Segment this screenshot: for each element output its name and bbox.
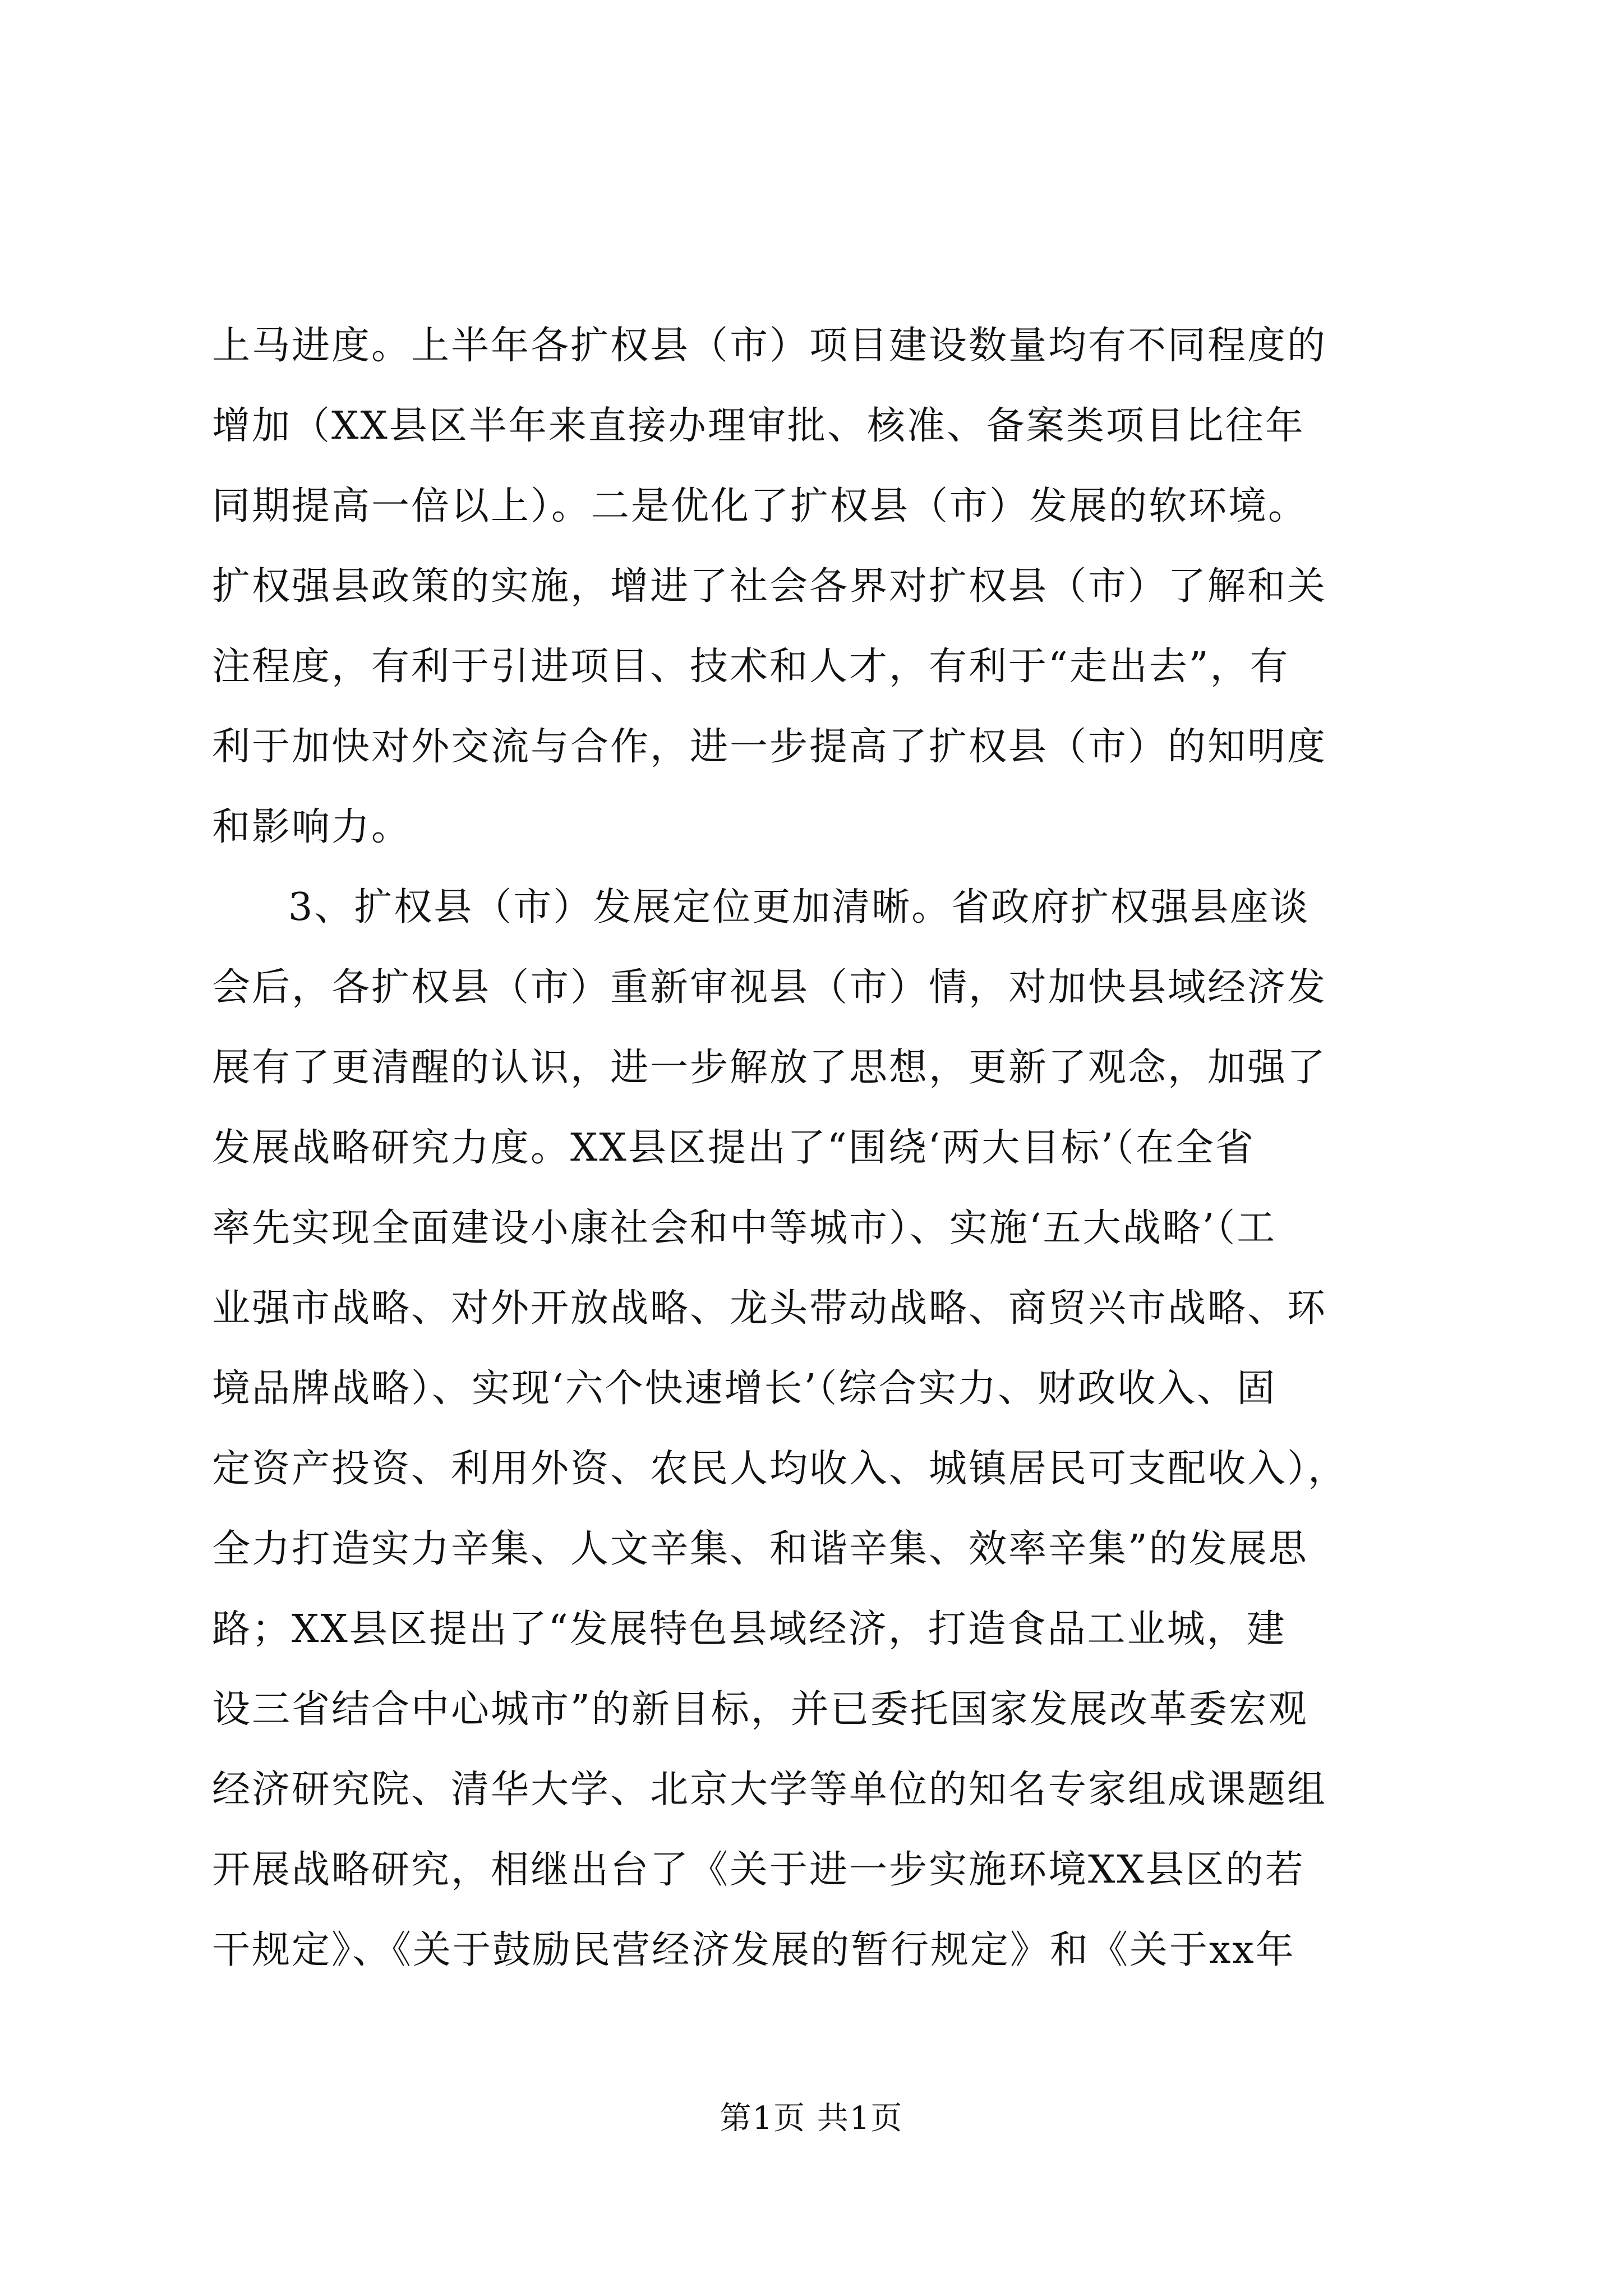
- body-text: [212, 306, 1429, 1990]
- text-line: 发展战略研究力度。XX县区提出了“围绕‘两大目标’（在全省: [212, 1126, 1255, 1170]
- text-line: 增加（XX县区半年来直接办理审批、核准、备案类项目比往年: [212, 404, 1305, 448]
- text-line: 同期提高一倍以上）。二是优化了扩权县（市）发展的软环境。: [212, 484, 1308, 528]
- text-line: 路；XX县区提出了“发展特色县域经济，打造食品工业城，建: [212, 1607, 1287, 1651]
- text-line: 干规定》、《关于鼓励民营经济发展的暂行规定》和《关于xx年: [212, 1928, 1295, 1972]
- text-line: 展有了更清醒的认识，进一步解放了思想，更新了观念，加强了: [212, 1046, 1327, 1090]
- text-line: 境品牌战略）、实现‘六个快速增长’（综合实力、财政收入、固: [212, 1366, 1277, 1411]
- text-line: 会后，各扩权县（市）重新审视县（市）情，对加快县域经济发: [212, 965, 1327, 1010]
- text-line: 扩权强县政策的实施，增进了社会各界对扩权县（市）了解和关: [212, 564, 1327, 609]
- text-line: 全力打造实力辛集、人文辛集、和谐辛集、效率辛集”的发展思: [212, 1527, 1308, 1571]
- paragraph-start-line: 3、扩权县（市）发展定位更加清晰。省政府扩权强县座谈: [288, 885, 1310, 930]
- text-line: 和影响力。: [212, 805, 412, 849]
- text-line: 上马进度。上半年各扩权县（市）项目建设数量均有不同程度的: [212, 324, 1327, 368]
- text-line: 经济研究院、清华大学、北京大学等单位的知名专家组成课题组: [212, 1768, 1327, 1812]
- text-line: 设三省结合中心城市”的新目标，并已委托国家发展改革委宏观: [212, 1687, 1308, 1732]
- text-line: 业强市战略、对外开放战略、龙头带动战略、商贸兴市战略、环: [212, 1286, 1327, 1331]
- text-line: 注程度，有利于引进项目、技术和人才，有利于“走出去”，有: [212, 645, 1290, 689]
- text-line: 利于加快对外交流与合作，进一步提高了扩权县（市）的知明度: [212, 725, 1327, 769]
- text-line: 开展战略研究，相继出台了《关于进一步实施环境XX县区的若: [212, 1848, 1305, 1892]
- page-number-footer: 第1页 共1页: [720, 2100, 903, 2137]
- text-line: 率先实现全面建设小康社会和中等城市）、实施‘五大战略’（工: [212, 1206, 1277, 1250]
- text-line: 定资产投资、利用外资、农民人均收入、城镇居民可支配收入），: [212, 1447, 1348, 1491]
